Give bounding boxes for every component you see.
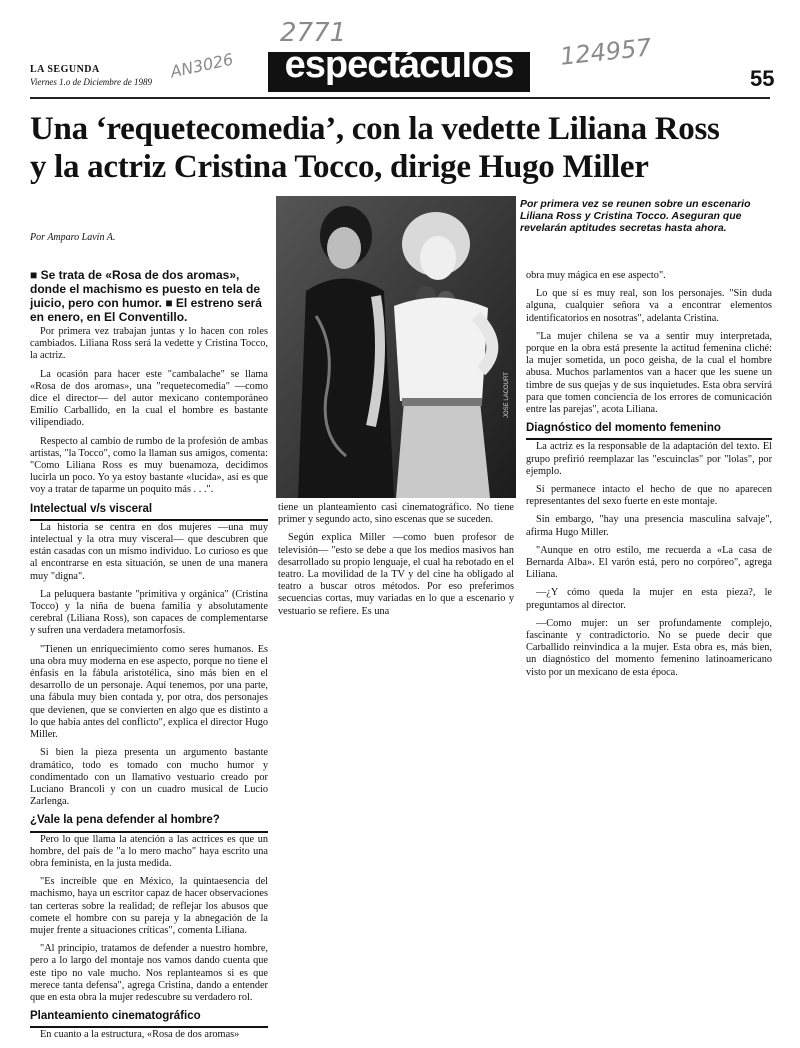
paragraph: La ocasión para hacer este "cambalache" se llama «Rosa de dos aromas», una "requetecomedia" —como dice el director— del autor mexicano contemporáneo Emilio Carballido, en la cual el hombre es bastante vilipendiado. [30,368,268,429]
handwritten-number-top: 2771 [280,18,347,48]
paragraph: Respecto al cambio de rumbo de la profesión de ambas artistas, "la Tocco", como la llaman sus amigos, comenta: "Como Liliana Ross es muy buenamoza, decidimos lucirla un poco. Yo ya estoy bastante «lucida», así es que voy a tratar de taparme un poquito más . . .". [30,435,268,496]
paragraph: obra muy mágica en ese aspecto". [526,270,666,281]
handwritten-number-right: 124957 [558,33,653,71]
newspaper-name: LA SEGUNDA [30,64,100,75]
headline-line-2: y la actriz Cristina Tocco, dirige Hugo Miller [30,149,649,185]
paragraph: Sí permanece intacto el hecho de que no aparecen representantes del sexo fuerte en este montaje. [526,484,772,508]
paragraph: —Como mujer: un ser profundamente complejo, fascinante y contradictorio. No se puede decir que Carballido reinvindica a la mujer. Esta obra es, más bien, un diagnóstico del momento femenino latinoamericano visto por un mexicano de esta época. [526,617,772,678]
paragraph: —¿Y cómo queda la mujer en esta pieza?, le preguntamos al director. [526,587,772,611]
paragraph: Lo que sí es muy real, son los personajes. "Sin duda alguna, cualquier señora va a encontrar elementos identificatorios en nosotras", adelanta Cristina. [526,288,772,324]
subheading: Intelectual v/s visceral [30,502,153,515]
subheading: Planteamiento cinematográfico [30,1010,201,1023]
headline [30,110,770,186]
paragraph: "Tienen un enriquecimiento como seres humanos. Es una obra muy moderna en ese aspecto, porque no tiene el énfasis en la fábula aristotélica, sino más bien en el desarrollo de un personaje. Aquí tenemos, por una parte, una fábula muy bien contada y, por otra, dos personajes que devienen, que se convierten en algo que es distinto a lo que había antes del conflicto", explica el director Hugo Miller. [30,643,268,741]
article-column-2 [278,502,514,624]
byline: Por Amparo Lavín A. [30,232,116,243]
paragraph: La peluquera bastante "primitiva y orgánica" (Cristina Tocco) y la niña de buena familia y absolutamente cerebral (Liliana Ross), son capaces de complementarse y sufren una verdadera metamorfosis. [30,588,268,637]
article-lead: ■ Se trata de «Rosa de dos aromas», donde el machismo es puesto en tela de juicio, pero con humor. ■ El estreno será en enero, en El Conventillo. [30,268,262,324]
paragraph: Según explica Miller —como buen profesor de televisión— "esto se debe a que los medios masivos han desarrollado su propio lenguaje, el cual ha rebotado en el teatro. La movilidad de la TV y del cine ha obligado al teatro a buscar otros métodos. Por eso preferimos secuencias cortas, muy variadas en lo que a escenario y vestuario se refiere. Es una [278,532,514,617]
page-number: 55 [750,66,775,91]
paragraph: Pero lo que llama la atención a las actrices es que un hombre, del país de "a lo mero macho" haya escrito una obra feminista, en la justa medida. [30,833,268,869]
masthead-rule [30,97,770,99]
paragraph: Sin embargo, "hay una presencia masculina salvaje", afirma Hugo Miller. [526,514,772,538]
article-photo [276,196,516,498]
paragraph: La historia se centra en dos mujeres —una muy intelectual y la otra muy visceral— que descubren que están casadas con un mismo individuo. Lo curioso es que al encontrarse en esta situación, se unen de una manera muy "digna". [30,521,268,582]
subheading: Diagnóstico del momento femenino [526,422,721,435]
paragraph: "La mujer chilena se va a sentir muy interpretada, porque en la obra está presente la actitud femenina cliché: la mujer sometida, un poco geisha, de la cual el hombre abusa. Muchos parlamentos van a hacer que les suene un timbre de sus quejas y de sus inquietudes. Esta obra servirá para que tomen conciencia de los errores de comunicación entre las parejas", acota Liliana. [526,330,772,416]
section-title: espectáculos [284,44,514,86]
article-column-1 [30,326,268,1048]
paragraph: En cuanto a la estructura, «Rosa de dos aromas» [40,1029,240,1041]
paragraph: Si bien la pieza presenta un argumento bastante dramático, todo es tomado con mucho humor y condimentado con un llamativo vestuario creado por Luciano Brancoli y con un cuadro musical de Lucio Zarlenga. [30,747,268,808]
photo-caption: Por primera vez se reunen sobre un escenario Liliana Ross y Cristina Tocco. Aseguran que revelarán aptitudes secretas hasta ahora. [520,198,751,234]
paragraph: "Es increíble que en México, la quintaesencia del machismo, haya un escritor capaz de hacer observaciones tan certeras sobre la realidad; de reflejar los abusos que comete el hombre con su pareja y la abnegación de la mujer frente a situaciones críticas", comenta Liliana. [30,876,268,936]
issue-date: Viernes 1.o de Diciembre de 1989 [30,77,152,87]
paragraph: "Aunque en otro estilo, me recuerda a «La casa de Bernarda Alba». El varón está, pero no corpóreo", agrega Liliana. [526,544,772,581]
paragraph: tiene un planteamiento casi cinematográfico. No tiene primer y segundo acto, sino escenas que se suceden. [278,502,514,526]
photo-illustration [276,196,516,498]
paragraph: La actriz es la responsable de la adaptación del texto. El grupo prefirió reemplazar las "escuinclas" por "lolas", por ejemplo. [526,441,772,477]
article-column-3 [526,270,772,685]
paragraph: Por primera vez trabajan juntas y lo hacen con roles cambiados. Liliana Ross será la vedette y Cristina Tocco, la actriz. [30,326,268,362]
subheading: ¿Vale la pena defender al hombre? [30,814,220,827]
handwritten-number-left: AN3026 [168,49,235,82]
photo-credit: JOSE LACOURT [504,372,510,418]
headline-line-1: Una ‘requetecomedia’, con la vedette Liliana Ross [30,111,720,147]
paragraph: "Al principio, tratamos de defender a nuestro hombre, pero a lo largo del montaje nos vamos dando cuenta que este tipo no vale mucho. Nos replanteamos si es que merece tanta defensa", agrega Cristina, dando a entender que en esta obra la mujer redescubre su verdadero rol. [30,943,268,1003]
